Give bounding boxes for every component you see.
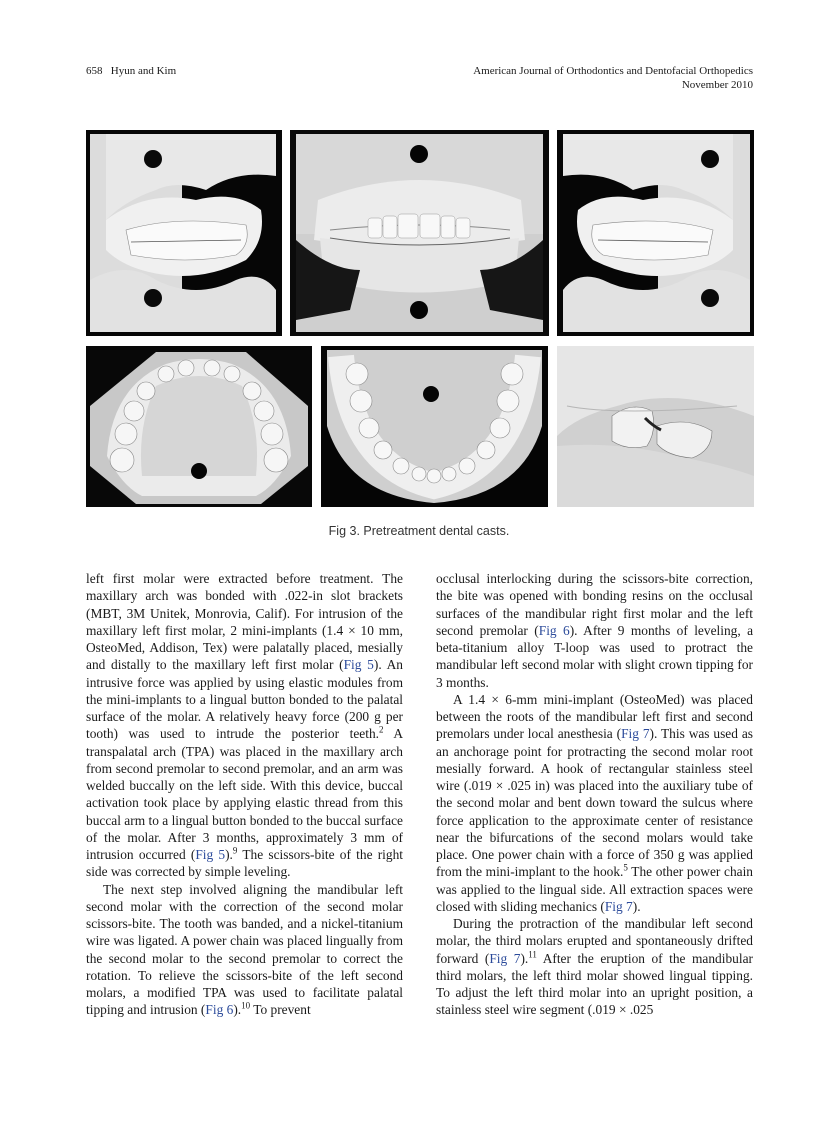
citation[interactable]: 2 [379,724,384,735]
citation[interactable]: 10 [241,1000,251,1011]
figure-ref[interactable]: Fig 7 [621,726,650,742]
right-column [436,570,753,1019]
figure-caption: Fig 3. Pretreatment dental casts. [328,524,510,538]
issue-date: November 2010 [681,79,753,91]
mandibular-occlusal-cast-photo [321,346,548,507]
maxillary-occlusal-cast-photo [86,346,312,507]
figure-ref[interactable]: Fig 5 [343,657,374,673]
paragraph: occlusal interlocking during the scissors-bite correction, the bite was opened with bonding resins on the occlusal surfaces of the mandibular right first molar and the left second premolar (Fig 6). After 9 months of leveling, a beta-titanium alloy T-loop was used to protract the mandibular left second molar with slight crown tipping for 3 months. [436,571,754,690]
running-header-left [86,64,176,78]
page-number: 658 [86,65,103,77]
figure-ref[interactable]: Fig 6 [205,1002,234,1018]
right-lateral-cast-photo [86,130,282,336]
running-authors: Hyun and Kim [110,65,177,77]
figure-ref[interactable]: Fig 5 [195,847,226,862]
frontal-cast-photo [290,130,549,336]
lingual-closeup-cast-photo [557,346,754,507]
left-lateral-cast-photo [557,130,754,336]
citation[interactable]: 5 [623,862,628,873]
running-header-right [473,64,753,92]
journal-title: American Journal of Orthodontics and Dentofacial Orthopedics [473,65,753,77]
figure-ref[interactable]: Fig 6 [538,622,570,638]
paragraph: During the protraction of the mandibular left second molar, the third molars erupted and spontaneously drifted forward (Fig 7).$^{11}$ After the eruption of the mandibular third molars, the left third molar showed lingual tipping. To adjust the left third molar into an upright position, a stainless steel wire segment (.019 × .025 [436,916,753,1018]
left-column [86,570,403,1019]
citation[interactable]: 11 [528,949,537,960]
paragraph: The next step involved aligning the mandibular left second molar with the correction of the second molar scissors-bite. The tooth was banded, and a nickel-titanium wire was ligated. A power chain was placed lingually from the second molar to the second premolar to correct the rotation. To relieve the scissors-bite of the left second molars, a modified TPA was used to facilitate palatal tipping and intrusion (Fig 6).$^{10}$ To prevent [86,881,403,1018]
paragraph: left first molar were extracted before treatment. The maxillary arch was bonded with .022-in slot brackets (MBT, 3M Unitek, Monrovia, Calif). For intrusion of the maxillary left first molar, 2 mini-implants (1.4 × 10 mm, OsteoMed, Addison, Tex) were palatally placed, mesially and distally to the maxillary left first molar (Fig 5). An intrusive force was applied by using elastic modules from the mini-implants to a lingual button bonded to the palatal surface of the molar. A relatively heavy force (200 g per tooth) was used to intrude the posterior teeth.$^2$ A transpalatal arch (TPA) was placed in the maxillary arch from second premolar to second premolar, and an arm was welded buccally on the left side. With this device, buccal activation took place by applying elastic thread from this buccal arm to a lingual button bonded to the buccal surface of the molar. After 3 months, approximately 3 mm of intrusion occurred (Fig 5).$^9$ The scissors-bite of the right side was corrected by simple leveling. [86,571,404,880]
figure-ref[interactable]: Fig 7 [489,950,521,966]
figure-ref[interactable]: Fig 7 [604,898,633,914]
citation[interactable]: 9 [232,845,238,856]
paragraph: A 1.4 × 6-mm mini-implant (OsteoMed) was placed between the roots of the mandibular left first and second premolars under local anesthesia (Fig 7). This was used as an anchorage point for protracting the second molar root mesially forward. A hook of rectangular stainless steel wire (.019 × .025 in) was placed into the auxiliary tube of the second molar and bent down toward the sulcus where force application to the approximate center of resistance near the bifurcations of the second molars would take place. One power chain with a force of 350 g was applied from the mini-implant to the hook.$^5$ The other power chain was applied to the lingual side. All extraction spaces were closed with sliding mechanics (Fig 7). [436,691,754,914]
